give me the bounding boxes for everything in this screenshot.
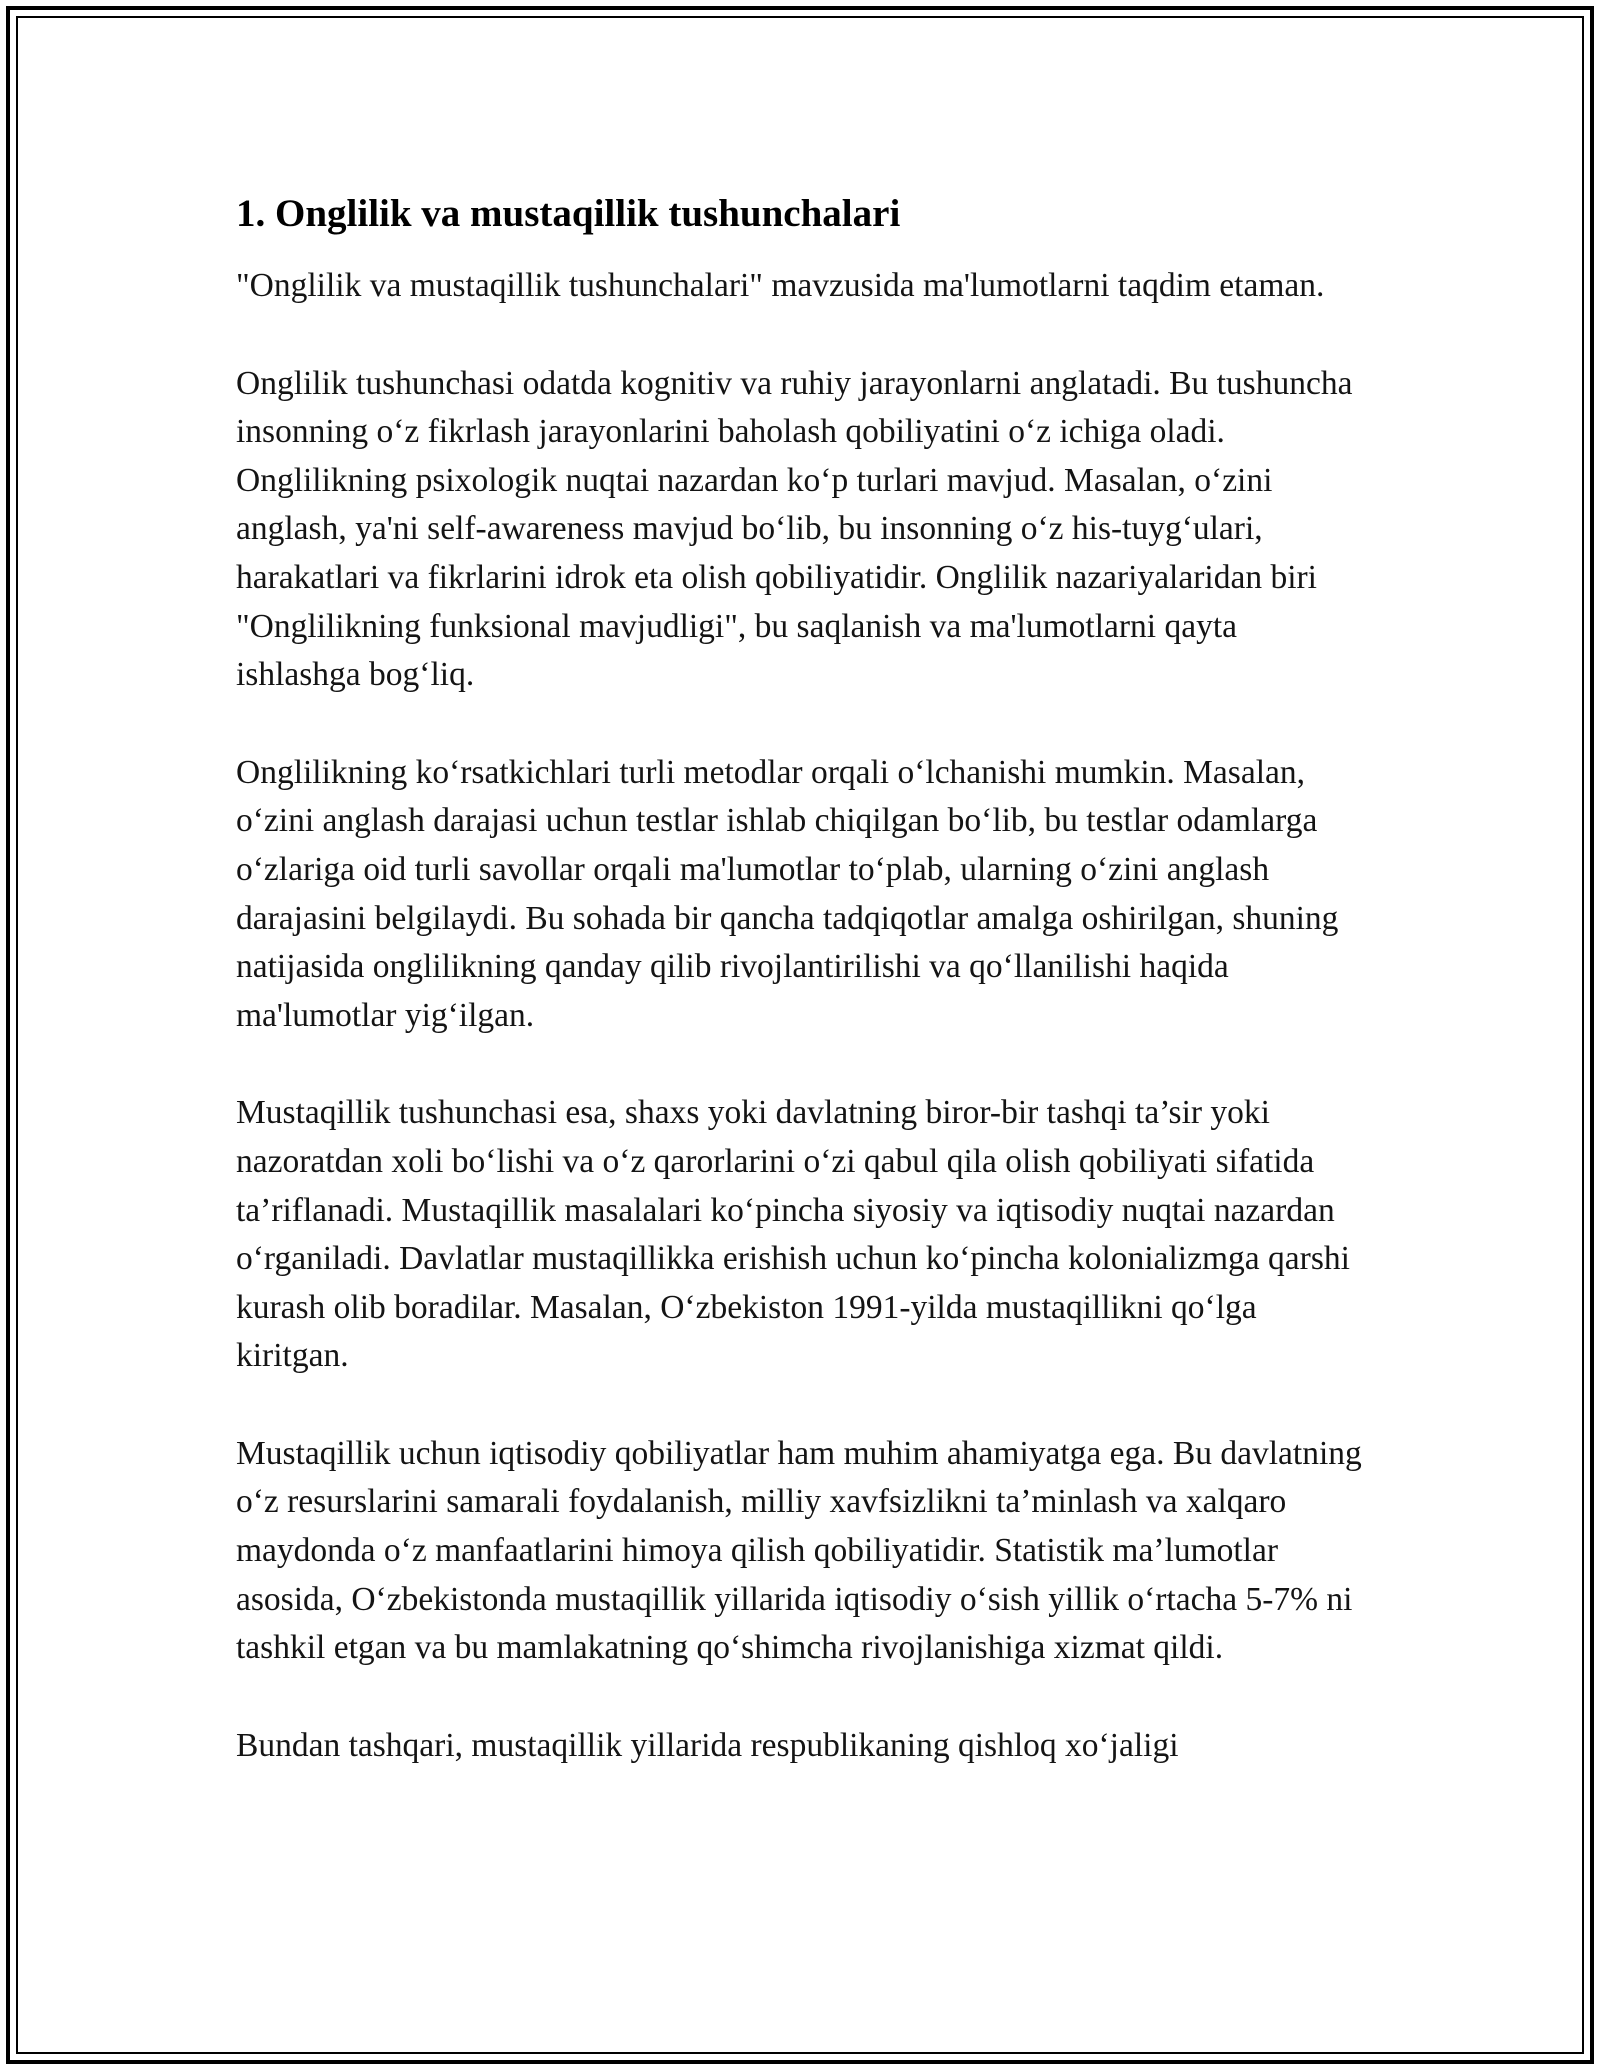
document-body xyxy=(236,186,1366,1819)
paragraph-onglilik-definition: Onglilik tushunchasi odatda kognitiv va ruhiy jarayonlarni anglatadi. Bu tushuncha insonning o‘z fikrlash jarayonlarini baholash qobiliyatini o‘z ichiga oladi. Onglilikning psixologik nuqtai nazardan ko‘p turlari mavjud. Masalan, o‘zini anglash, ya'ni self-awareness mavjud bo‘lib, bu insonning o‘z his-tuyg‘ulari, harakatlari va fikrlarini idrok eta olish qobiliyatidir. Onglilik nazariyalaridan biri "Onglilikning funksional mavjudligi", bu saqlanish va ma'lumotlarni qayta ishlashga bog‘liq. xyxy=(236,364,1353,694)
paragraph-intro: "Onglilik va mustaqillik tushunchalari" mavzusida ma'lumotlarni taqdim etaman. xyxy=(236,267,1325,304)
section-heading: 1. Onglilik va mustaqillik tushunchalari xyxy=(236,192,901,235)
paragraph-continuation: Bundan tashqari, mustaqillik yillarida respublikaning qishloq xo‘jaligi xyxy=(236,1726,1179,1764)
paragraph-mustaqillik-definition: Mustaqillik tushunchasi esa, shaxs yoki davlatning biror-bir tashqi ta’sir yoki nazoratdan xoli bo‘lishi va o‘z qarorlarini o‘zi qabul qila olish qobiliyati sifatida ta’riflanadi. Mustaqillik masalalari ko‘pincha siyosiy va iqtisodiy nuqtai nazardan o‘rganiladi. Davlatlar mustaqillikka erishish uchun ko‘pincha kolonializmga qarshi kurash olib boradilar. Masalan, O‘zbekiston 1991-yilda mustaqillikni qo‘lga kiritgan. xyxy=(236,1094,1350,1375)
paragraph-mustaqillik-economy: Mustaqillik uchun iqtisodiy qobiliyatlar ham muhim ahamiyatga ega. Bu davlatning o‘z resurslarini samarali foydalanish, milliy xavfsizlikni ta’minlash va xalqaro maydonda o‘z manfaatlarini himoya qilish qobiliyatidir. Statistik ma’lumotlar asosida, O‘zbekistonda mustaqillik yillarida iqtisodiy o‘sish yillik o‘rtacha 5-7% ni tashkil etgan va bu mamlakatning qo‘shimcha rivojlanishiga xizmat qildi. xyxy=(236,1434,1362,1667)
paragraph-onglilik-measurement: Onglilikning ko‘rsatkichlari turli metodlar orqali o‘lchanishi mumkin. Masalan, o‘zini anglash darajasi uchun testlar ishlab chiqilgan bo‘lib, bu testlar odamlarga o‘zlariga oid turli savollar orqali ma'lumotlar to‘plab, ularning o‘zini anglash darajasini belgilaydi. Bu sohada bir qancha tadqiqotlar amalga oshirilgan, shuning natijasida onglilikning qanday qilib rivojlantirilishi va qo‘llanilishi haqida ma'lumotlar yig‘ilgan. xyxy=(236,753,1339,1034)
